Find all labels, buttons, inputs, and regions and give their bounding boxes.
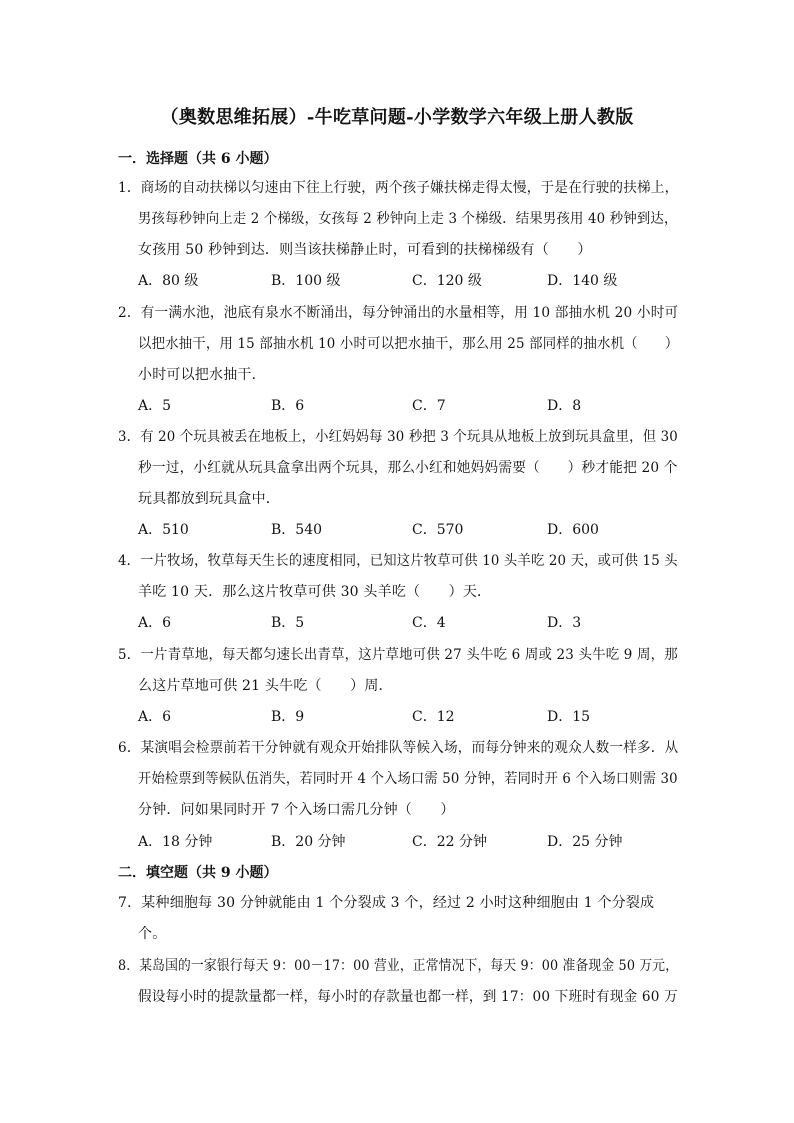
question-3-option-d: D．600 (547, 522, 599, 538)
question-1-option-a: A．80 级 (138, 273, 199, 289)
question-1-line-1: 1．商场的自动扶梯以匀速由下往上行驶，两个孩子嫌扶梯走得太慢，于是在行驶的扶梯上， (118, 180, 679, 196)
question-8-line-1: 8．某岛国的一家银行每天 9：00－17：00 营业，正常情况下，每天 9：00 准备现金 50 万元， (118, 958, 679, 974)
question-2-line-1: 2．有一满水池，池底有泉水不断涌出，每分钟涌出的水量相等，用 10 部抽水机 20 小时可 (118, 305, 679, 321)
question-1-line-2: 男孩每秒钟向上走 2 个梯级，女孩每 2 秒钟向上走 3 个梯级．结果男孩用 40 秒钟到达， (138, 211, 678, 227)
question-6-line-1: 6．某演唱会检票前若干分钟就有观众开始排队等候入场，而每分钟来的观众人数一样多．从 (118, 740, 679, 756)
question-8-line-2: 假设每小时的提款量都一样，每小时的存款量也都一样，到 17：00 下班时有现金 60 万 (138, 989, 678, 1005)
question-3-option-b: B．540 (271, 522, 323, 538)
question-4-option-a: A．6 (138, 615, 172, 631)
question-2-line-2: 以把水抽干，用 15 部抽水机 10 小时可以把水抽干，那么用 25 部同样的抽水机（ ） (138, 336, 679, 352)
question-4-line-1: 4．一片牧场，牧草每天生长的速度相同，已知这片牧草可供 10 头羊吃 20 天，或可供 15 头 (118, 553, 678, 569)
question-7-line-1: 7．某种细胞每 30 分钟就能由 1 个分裂成 3 个，经过 2 小时这种细胞由 1 个分裂成 (118, 895, 655, 911)
question-3-line-2: 秒一过，小红就从玩具盒拿出两个玩具，那么小红和她妈妈需要（ ）秒才能把 20 个 (138, 460, 678, 476)
question-7-line-2: 个。 (138, 926, 167, 942)
page-title: （奥数思维拓展）-牛吃草问题-小学数学六年级上册人教版 (160, 107, 634, 128)
question-5-option-d: D．15 (547, 709, 591, 725)
question-4-option-d: D．3 (547, 615, 582, 631)
question-5-line-1: 5．一片青草地，每天都匀速长出青草，这片草地可供 27 头牛吃 6 周或 23 头牛吃 9 周，那 (118, 647, 678, 663)
question-2-option-b: B．6 (271, 398, 305, 414)
question-3-option-a: A．510 (138, 522, 189, 538)
question-4-line-2: 羊吃 10 天．那么这片牧草可供 30 头羊吃（ ）天． (138, 584, 492, 600)
question-3-line-3: 玩具都放到玩具盒中． (138, 491, 280, 507)
question-6-option-c: C．22 分钟 (412, 834, 487, 850)
question-1-line-3: 女孩用 50 秒钟到达．则当该扶梯静止时，可看到的扶梯梯级有（ ） (138, 242, 592, 258)
question-2-option-a: A．5 (138, 398, 172, 414)
question-1-option-c: C．120 级 (412, 273, 482, 289)
question-3-option-c: C．570 (412, 522, 464, 538)
question-1-option-d: D．140 级 (547, 273, 618, 289)
question-5-option-a: A．6 (138, 709, 172, 725)
question-6-line-3: 分钟．问如果同时开 7 个入场口需几分钟（ ） (138, 802, 455, 818)
question-5-line-2: 么这片草地可供 21 头牛吃（ ）周． (138, 678, 393, 694)
question-2-line-3: 小时可以把水抽干． (138, 367, 266, 383)
section-heading-choice: 一．选择题（共 6 小题） (118, 151, 278, 167)
question-6-line-2: 开始检票到等候队伍消失，若同时开 4 个入场口需 50 分钟，若同时开 6 个入场口则需 30 (138, 771, 678, 787)
section-heading-fill-in: 二．填空题（共 9 小题） (118, 865, 278, 881)
question-5-option-c: C．12 (412, 709, 455, 725)
question-5-option-b: B．9 (271, 709, 305, 725)
question-1-option-b: B．100 级 (271, 273, 341, 289)
question-4-option-c: C．4 (412, 615, 446, 631)
question-6-option-b: B．20 分钟 (271, 834, 346, 850)
question-6-option-a: A．18 分钟 (138, 834, 213, 850)
question-2-option-d: D．8 (547, 398, 582, 414)
question-4-option-b: B．5 (271, 615, 305, 631)
question-3-line-1: 3．有 20 个玩具被丢在地板上，小红妈妈每 30 秒把 3 个玩具从地板上放到玩具盒里，但 30 (118, 429, 678, 445)
question-6-option-d: D．25 分钟 (547, 834, 623, 850)
question-2-option-c: C．7 (412, 398, 446, 414)
